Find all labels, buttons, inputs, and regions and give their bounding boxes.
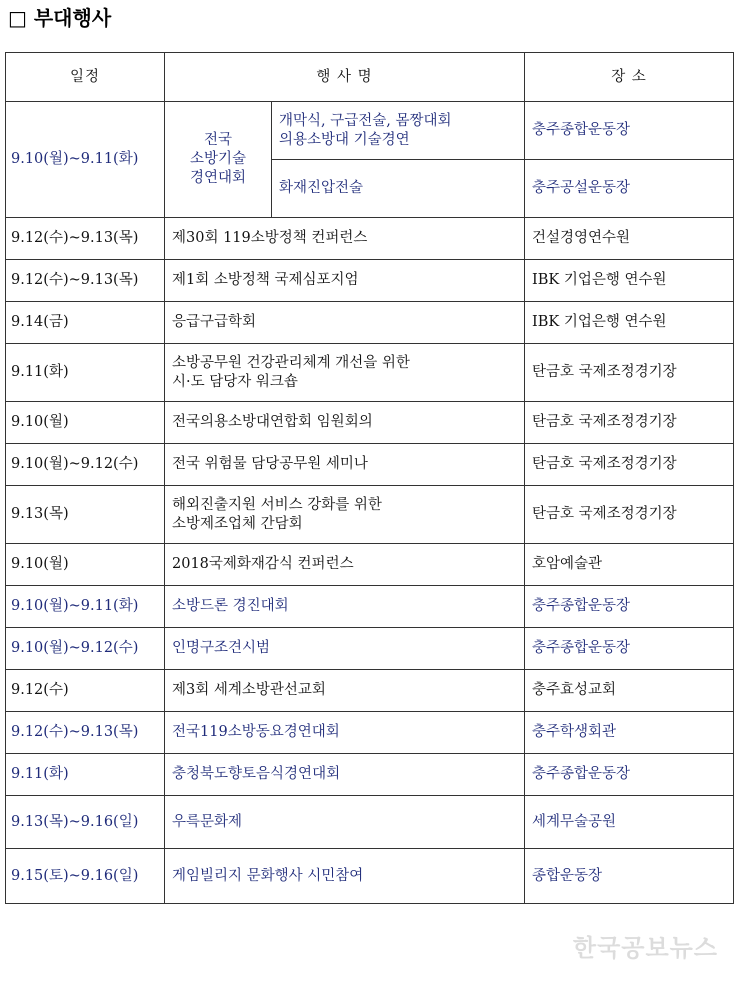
cell-date: 9.12(수)	[6, 670, 165, 712]
table-row	[6, 586, 734, 628]
event-group-line: 경연대회	[189, 170, 247, 186]
cell-venue: 충주종합운동장	[525, 754, 734, 796]
cell-event: 제30회 119소방정책 컨퍼런스	[165, 218, 525, 260]
page-title: □ 부대행사	[8, 6, 112, 30]
cell-venue: 충주학생회관	[525, 712, 734, 754]
events-table	[5, 52, 734, 904]
table-row	[6, 849, 734, 904]
cell-date: 9.12(수)~9.13(목)	[6, 218, 165, 260]
cell-event-sub	[272, 102, 525, 160]
cell-date: 9.11(화)	[6, 754, 165, 796]
cell-date: 9.11(화)	[6, 344, 165, 402]
cell-venue: 탄금호 국제조정경기장	[525, 486, 734, 544]
cell-venue: 탄금호 국제조정경기장	[525, 344, 734, 402]
table-row	[6, 628, 734, 670]
cell-date: 9.10(월)~9.11(화)	[6, 586, 165, 628]
cell-date: 9.14(금)	[6, 302, 165, 344]
cell-venue: IBK 기업은행 연수원	[525, 302, 734, 344]
cell-venue: 탄금호 국제조정경기장	[525, 402, 734, 444]
cell-event: 2018국제화재감식 컨퍼런스	[165, 544, 525, 586]
table-row	[6, 102, 734, 160]
table-row	[6, 302, 734, 344]
cell-venue: 건설경영연수원	[525, 218, 734, 260]
cell-date: 9.10(월)	[6, 402, 165, 444]
header-schedule: 일정	[6, 53, 165, 102]
header-event-name: 행 사 명	[165, 53, 525, 102]
event-sub-line: 의용소방대 기술경연	[279, 131, 410, 148]
event-sub-line: 개막식, 구급전술, 몸짱대회	[279, 112, 452, 129]
cell-event: 전국 위험물 담당공무원 세미나	[165, 444, 525, 486]
table-header-row	[6, 53, 734, 102]
table-row	[6, 218, 734, 260]
header-venue: 장 소	[525, 53, 734, 102]
event-line: 소방공무원 건강관리체계 개선을 위한	[172, 354, 410, 371]
cell-date: 9.12(수)~9.13(목)	[6, 260, 165, 302]
table-row	[6, 712, 734, 754]
cell-date: 9.12(수)~9.13(목)	[6, 712, 165, 754]
cell-event: 응급구급학회	[165, 302, 525, 344]
cell-event-sub: 화재진압전술	[272, 160, 525, 218]
cell-date: 9.13(목)~9.16(일)	[6, 796, 165, 849]
cell-date: 9.15(토)~9.16(일)	[6, 849, 165, 904]
cell-event-group	[165, 102, 272, 218]
cell-event: 전국119소방동요경연대회	[165, 712, 525, 754]
cell-venue: 종합운동장	[525, 849, 734, 904]
table-row	[6, 544, 734, 586]
cell-date: 9.13(목)	[6, 486, 165, 544]
event-group-line: 전국	[203, 132, 232, 148]
table-row	[6, 344, 734, 402]
cell-event: 제3회 세계소방관선교회	[165, 670, 525, 712]
cell-venue: IBK 기업은행 연수원	[525, 260, 734, 302]
cell-event: 충청북도향토음식경연대회	[165, 754, 525, 796]
cell-event: 제1회 소방정책 국제심포지엄	[165, 260, 525, 302]
table-row	[6, 796, 734, 849]
cell-date: 9.10(월)~9.12(수)	[6, 628, 165, 670]
cell-date: 9.10(월)~9.12(수)	[6, 444, 165, 486]
cell-venue: 충주효성교회	[525, 670, 734, 712]
cell-date: 9.10(월)	[6, 544, 165, 586]
table-row	[6, 670, 734, 712]
cell-venue: 충주종합운동장	[525, 102, 734, 160]
event-group-line: 소방기술	[189, 151, 247, 167]
cell-event: 게임빌리지 문화행사 시민참여	[165, 849, 525, 904]
cell-event: 우륵문화제	[165, 796, 525, 849]
cell-event: 인명구조견시범	[165, 628, 525, 670]
cell-venue: 세계무술공원	[525, 796, 734, 849]
cell-venue: 호암예술관	[525, 544, 734, 586]
watermark: 한국공보뉴스	[572, 934, 718, 962]
cell-venue: 충주공설운동장	[525, 160, 734, 218]
table-row	[6, 444, 734, 486]
cell-date: 9.10(월)~9.11(화)	[6, 102, 165, 218]
table-row	[6, 260, 734, 302]
cell-event: 소방드론 경진대회	[165, 586, 525, 628]
cell-event: 전국의용소방대연합회 임원회의	[165, 402, 525, 444]
table-row	[6, 402, 734, 444]
cell-event	[165, 344, 525, 402]
table-row	[6, 486, 734, 544]
cell-event	[165, 486, 525, 544]
event-line: 시·도 담당자 워크숍	[172, 373, 298, 390]
cell-venue: 탄금호 국제조정경기장	[525, 444, 734, 486]
event-line: 해외진출지원 서비스 강화를 위한	[172, 496, 382, 513]
cell-venue: 충주종합운동장	[525, 628, 734, 670]
event-line: 소방제조업체 간담회	[172, 515, 303, 532]
table-row	[6, 754, 734, 796]
cell-venue: 충주종합운동장	[525, 586, 734, 628]
